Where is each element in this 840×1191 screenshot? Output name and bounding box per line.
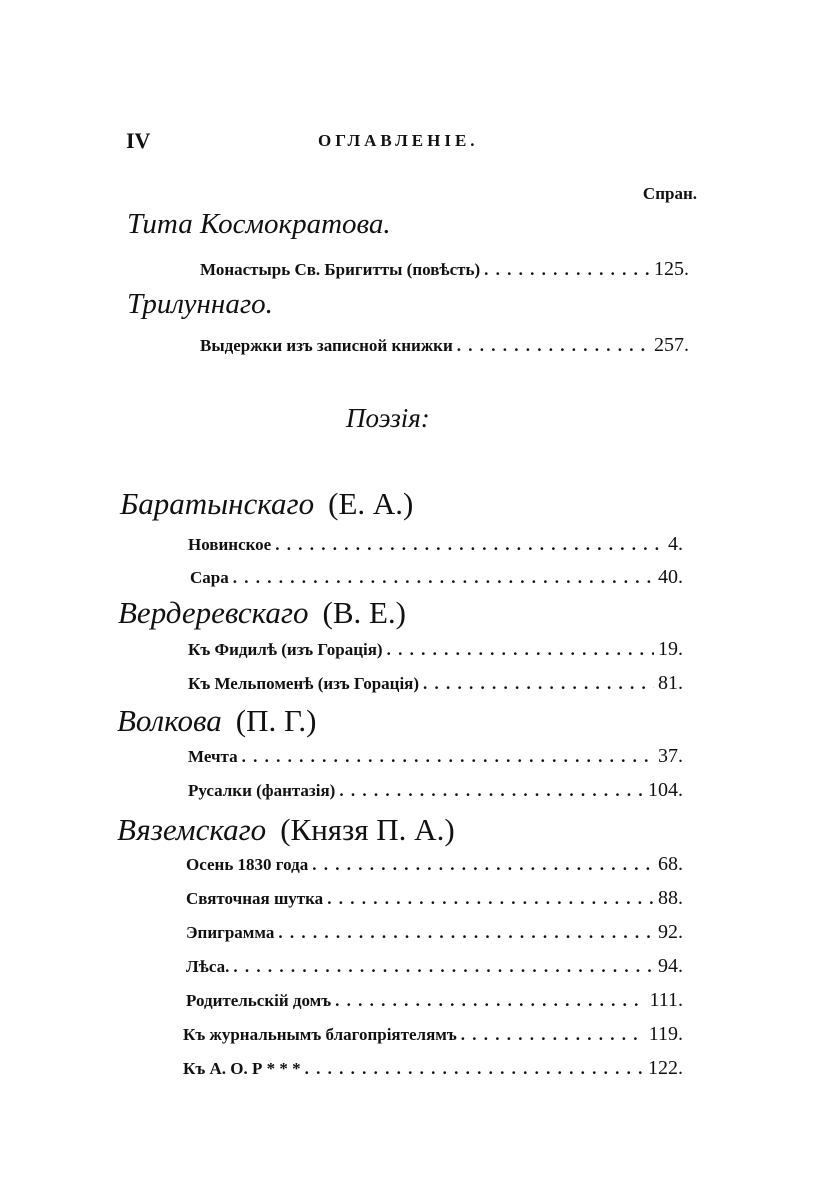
entry-page: 81. [658,672,683,694]
page-number: IV [126,128,151,153]
toc-entry [186,853,683,876]
toc-entry [186,887,683,910]
entry-title: Родительскій домъ [186,991,332,1010]
dot-leader [233,957,654,977]
entry-page: 122. [648,1057,683,1079]
toc-entry [188,638,683,661]
dot-leader [335,991,645,1011]
section-heading-poetry: Поэзія: [346,403,430,433]
author-name: Трилуннаго. [127,288,273,320]
toc-entry [190,566,683,589]
entry-page: 68. [658,853,683,875]
dot-leader [423,674,654,694]
entry-title: Осень 1830 года [186,855,309,874]
author-heading [127,288,273,321]
author-heading [117,703,316,739]
toc-entry [200,334,689,357]
author-heading [117,812,455,848]
dot-leader [312,855,654,875]
dot-leader [278,923,654,943]
entry-page: 111. [649,989,683,1011]
author-name: Вердеревскаго [118,595,309,630]
entry-page: 125. [654,258,689,280]
entry-title: Къ А. О. Р * * * [183,1059,301,1078]
entry-title: Выдержки изъ записной книжки [200,336,453,355]
author-name: Баратынскаго [120,486,315,521]
entry-title: Сара [190,568,229,587]
page-column-label: Спран. [642,184,697,203]
entry-page: 92. [658,921,683,943]
entry-title: Лѣса. [186,957,230,976]
toc-entry [186,921,683,944]
entry-page: 4. [668,533,683,555]
entry-title: Къ Фидилѣ (изъ Горація) [188,640,383,659]
entry-page: 94. [658,955,683,977]
toc-entry [183,1057,683,1080]
toc-entry [186,989,683,1012]
entry-page: 257. [654,334,689,356]
toc-entry [186,955,683,978]
author-heading [127,208,391,241]
entry-title: Святочная шутка [186,889,324,908]
entry-page: 19. [658,638,683,660]
author-initials: (В. Е.) [322,595,407,630]
dot-leader [233,568,654,588]
entry-title: Къ Мельпоменѣ (изъ Горація) [188,674,420,693]
author-name: Волкова [117,703,222,738]
entry-page: 88. [658,887,683,909]
entry-page: 40. [658,566,683,588]
toc-entry [183,1023,683,1046]
running-head: ОГЛАВЛЕНІЕ. [318,131,479,150]
author-name: Тита Космократова. [127,208,391,240]
dot-leader [387,640,654,660]
author-name: Вяземскаго [117,812,267,847]
entry-page: 104. [648,779,683,801]
dot-leader [339,781,644,801]
toc-entry [188,779,683,802]
entry-title: Мечта [188,747,238,766]
author-initials: (Е. А.) [328,486,414,521]
dot-leader [484,260,650,280]
author-initials: (Князя П. А.) [280,812,455,847]
entry-title: Новинское [188,535,272,554]
toc-entry [188,745,683,768]
author-initials: (П. Г.) [235,703,317,738]
entry-title: Къ журнальнымъ благопріятелямъ [183,1025,457,1044]
dot-leader [461,1025,645,1045]
entry-title: Монастырь Св. Бригитты (повѣсть) [200,260,481,279]
author-heading [120,486,413,522]
entry-page: 37. [658,745,683,767]
author-heading [118,595,406,631]
entry-title: Эпиграмма [186,923,275,942]
dot-leader [305,1059,644,1079]
toc-entry [188,533,683,556]
toc-entry [188,672,683,695]
entry-title: Русалки (фантазія) [188,781,336,800]
dot-leader [275,535,664,555]
entry-page: 119. [648,1023,683,1045]
toc-entry [200,258,689,281]
dot-leader [242,747,654,767]
dot-leader [327,889,654,909]
dot-leader [457,336,650,356]
